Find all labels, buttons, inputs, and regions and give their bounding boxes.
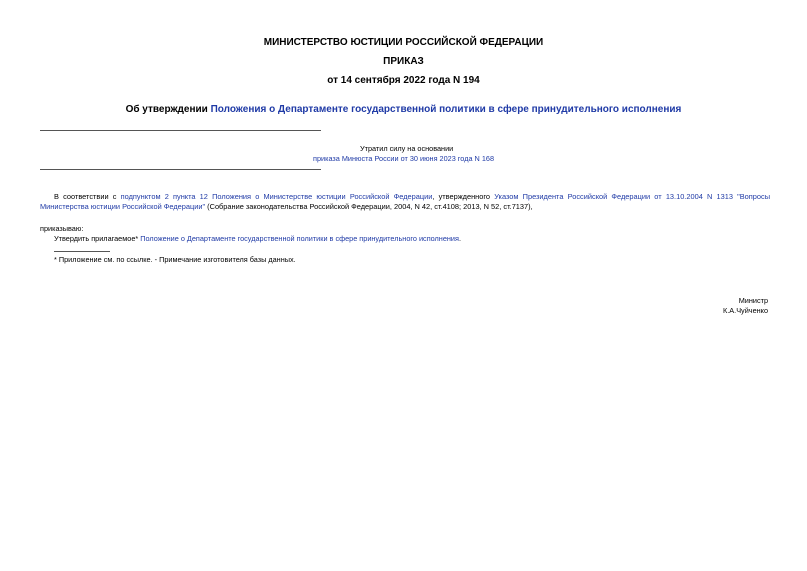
preamble-paragraph	[40, 192, 770, 212]
document-title	[0, 104, 807, 115]
order-approve-link[interactable]: Положение о Департаменте государственной политики в сфере принудительного исполнения	[140, 234, 459, 243]
order-approve-suffix: .	[458, 234, 461, 243]
status-rule-bottom	[40, 169, 321, 170]
footnote-rule	[54, 251, 110, 252]
preamble-intro: В соответствии с	[54, 192, 121, 201]
order-label: приказываю:	[40, 224, 84, 233]
preamble-link-regulation[interactable]: подпунктом 2 пункта 12 Положения о Министерстве юстиции Российской Федерации	[120, 192, 433, 201]
document-date-number: от 14 сентября 2022 года N 194	[327, 75, 480, 86]
preamble-link-decree[interactable]: Указом Президента Российской Федерации от 13.10.2004 N 1313 "Вопросы Министерства юстиции Российской Федерации"	[40, 192, 771, 211]
signature-position: Министр	[738, 296, 768, 305]
document-type: ПРИКАЗ	[383, 56, 424, 67]
status-rule-top	[40, 130, 321, 131]
preamble-mid: , утвержденного	[432, 192, 495, 201]
ministry-heading: МИНИСТЕРСТВО ЮСТИЦИИ РОССИЙСКОЙ ФЕДЕРАЦИИ	[263, 37, 544, 48]
footnote-text: * Приложение см. по ссылке. - Примечание изготовителя базы данных.	[54, 255, 296, 264]
signature-name: К.А.Чуйченко	[723, 306, 768, 315]
document-title-link[interactable]: Положения о Департаменте государственной политики в сфере принудительного исполнения	[210, 104, 682, 115]
status-link[interactable]: приказа Минюста России от 30 июня 2023 года N 168	[313, 154, 495, 163]
status-text: Утратил силу на основании	[360, 144, 454, 153]
order-approve-line	[54, 234, 461, 243]
preamble-tail: (Собрание законодательства Российской Федерации, 2004, N 42, ст.4108; 2013, N 52, ст.7137),	[205, 202, 533, 211]
document-title-prefix: Об утверждении	[125, 104, 211, 115]
order-approve-prefix: Утвердить прилагаемое*	[54, 234, 141, 243]
